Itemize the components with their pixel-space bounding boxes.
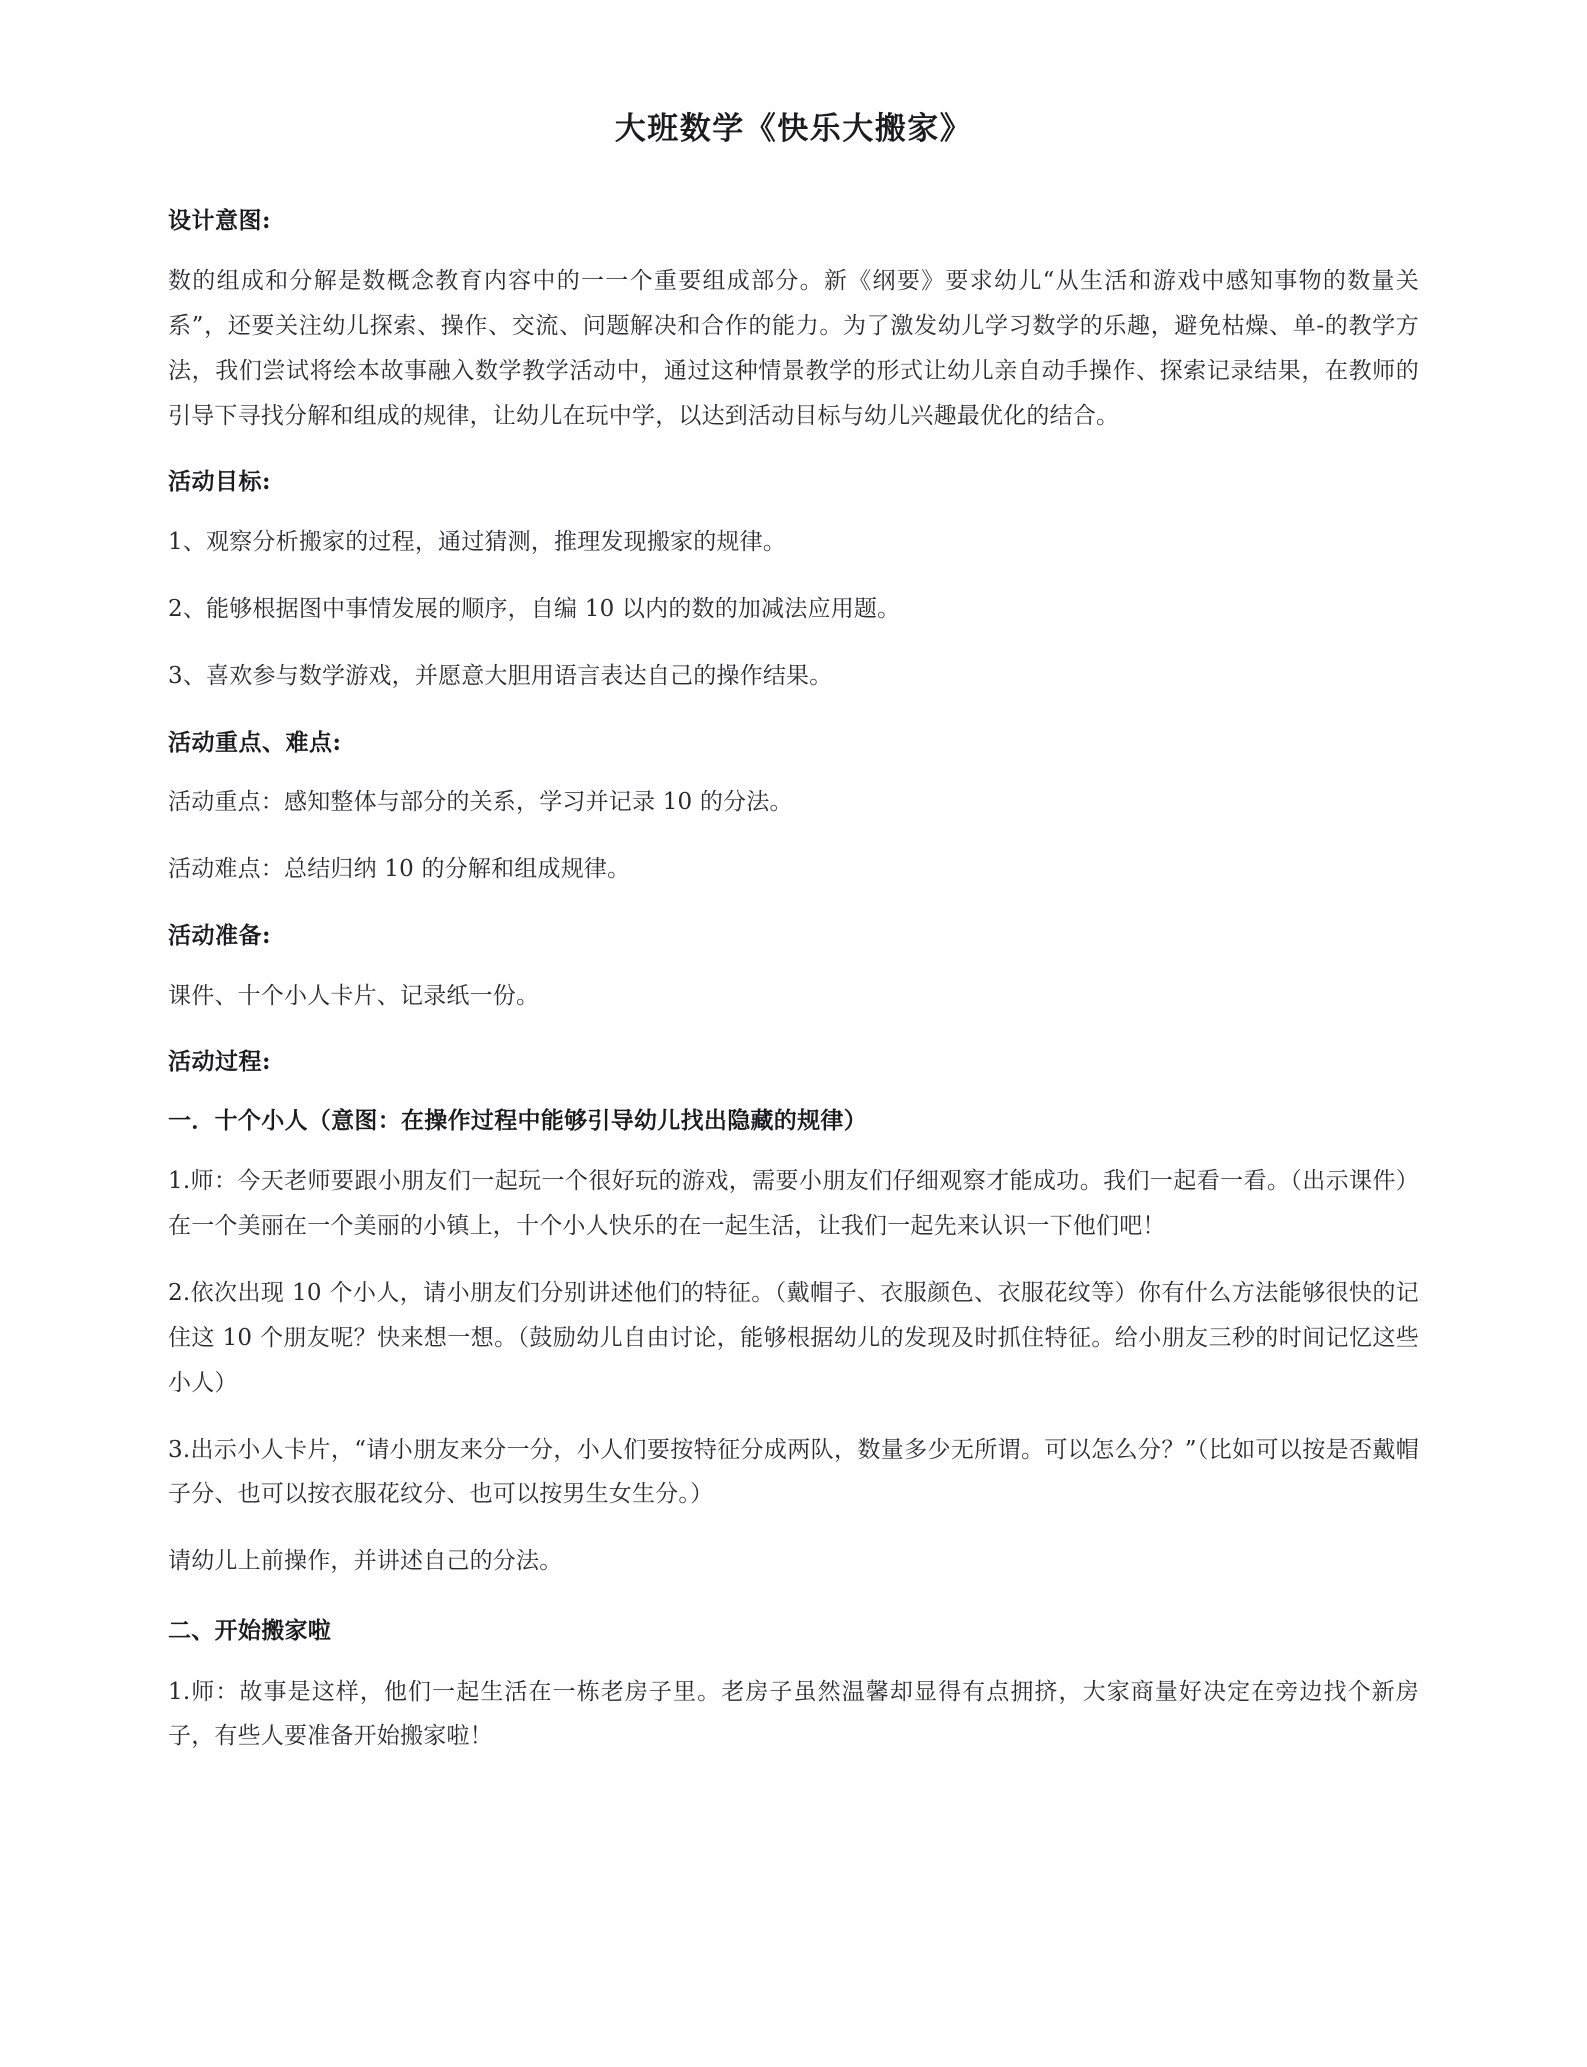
process-step-one-paragraph-2: 2.依次出现 10 个小人，请小朋友们分别讲述他们的特征。（戴帽子、衣服颜色、衣服花纹等）你有什么方法能够很快的记住这 10 个朋友呢？快来想一想。（鼓励幼儿自由讨论，能够根据幼儿的发现及时抓住特征。给小朋友三秒的时间记忆这些小人） — [168, 1280, 1419, 1396]
section-heading-process: 活动过程: — [168, 1048, 271, 1076]
section-heading-design-intent: 设计意图: — [168, 207, 271, 235]
process-step-two-heading: 二、开始搬家啦 — [168, 1617, 332, 1645]
goal-item-2: 2、能够根据图中事情发展的顺序，自编 10 以内的数的加减法应用题。 — [168, 595, 901, 622]
section-heading-activity-goals: 活动目标: — [168, 468, 271, 496]
section-heading-key-difficulties: 活动重点、难点: — [168, 728, 342, 756]
section-heading-preparation: 活动准备: — [168, 921, 271, 949]
difficult-point-paragraph: 活动难点：总结归纳 10 的分解和组成规律。 — [168, 856, 631, 883]
process-step-one-paragraph-1: 1.师：今天老师要跟小朋友们一起玩一个很好玩的游戏，需要小朋友们仔细观察才能成功。我们一起看一看。（出示课件）在一个美丽在一个美丽的小镇上，十个小人快乐的在一起生活，让我们一起先来认识一下他们吧！ — [168, 1168, 1419, 1240]
process-step-one-paragraph-3: 3.出示小人卡片，“请小朋友来分一分，小人们要按特征分成两队，数量多少无所谓。可以怎么分？”（比如可以按是否戴帽子分、也可以按衣服花纹分、也可以按男生女生分。） — [168, 1436, 1419, 1508]
paragraph-design-intent: 数的组成和分解是数概念教育内容中的一一个重要组成部分。新《纲要》要求幼儿“从生活和游戏中感知事物的数量关系”，还要关注幼儿探索、操作、交流、问题解决和合作的能力。为了激发幼儿学习数学的乐趣，避免枯燥、单-的教学方法，我们尝试将绘本故事融入数学教学活动中，通过这种情景教学的形式让幼儿亲自动手操作、探索记录结果，在教师的引导下寻找分解和组成的规律，让幼儿在玩中学，以达到活动目标与幼儿兴趣最优化的结合。 — [168, 268, 1419, 429]
process-step-one-heading: 一．十个小人（意图：在操作过程中能够引导幼儿找出隐藏的规律） — [168, 1107, 867, 1135]
page-title: 大班数学《快乐大搬家》 — [614, 111, 973, 147]
key-point-paragraph: 活动重点：感知整体与部分的关系，学习并记录 10 的分法。 — [168, 789, 793, 816]
goal-item-3: 3、喜欢参与数学游戏，并愿意大胆用语言表达自己的操作结果。 — [168, 662, 833, 689]
process-step-two-paragraph-1: 1.师：故事是这样，他们一起生活在一栋老房子里。老房子虽然温馨却显得有点拥挤，大家商量好决定在旁边找个新房子，有些人要准备开始搬家啦！ — [168, 1678, 1419, 1750]
preparation-paragraph: 课件、十个小人卡片、记录纸一份。 — [168, 982, 540, 1009]
goal-item-1: 1、观察分析搬家的过程，通过猜测，推理发现搬家的规律。 — [168, 529, 787, 556]
process-step-one-paragraph-4: 请幼儿上前操作，并讲述自己的分法。 — [168, 1548, 563, 1575]
